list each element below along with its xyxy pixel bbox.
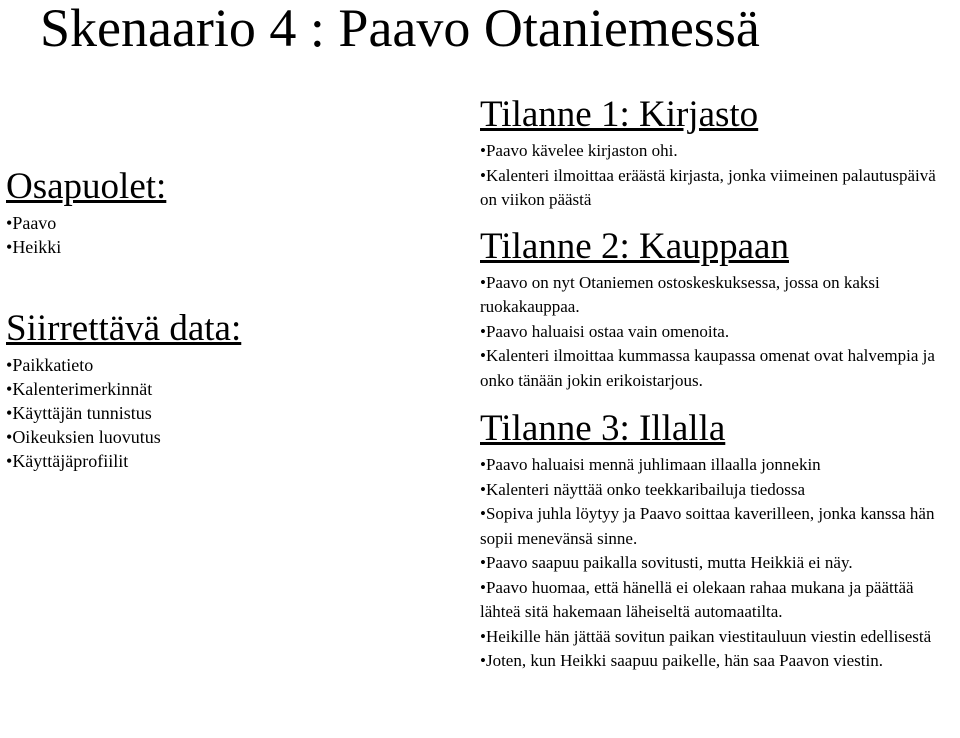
list-item	[480, 271, 950, 320]
list-item-text: Paavo huomaa, että hänellä ei olekaan rahaa mukana ja päättää lähteä sitä hakemaan läheiseltä automaatilta.	[480, 577, 914, 621]
right-column	[480, 93, 950, 674]
list-item-text: Paavo haluaisi mennä juhlimaan illaalla jonnekin	[485, 455, 821, 474]
list-item	[480, 625, 950, 650]
list-item	[6, 377, 306, 401]
list-item-text: Oikeuksien luovutus	[12, 427, 161, 447]
list-item	[480, 478, 950, 503]
list-item	[6, 401, 306, 425]
list-item	[6, 235, 306, 259]
list-item	[480, 576, 950, 625]
list-item-text: Kalenteri näyttää onko teekkaribailuja tiedossa	[485, 479, 806, 499]
situation-3-list	[480, 453, 950, 674]
list-item	[480, 320, 950, 345]
list-item	[6, 211, 306, 235]
list-item-text: Joten, kun Heikki saapuu paikelle, hän saa Paavon viestin.	[485, 651, 883, 670]
list-item	[480, 649, 950, 674]
list-item	[6, 449, 306, 473]
list-item	[6, 425, 306, 449]
situation-1	[480, 93, 950, 213]
list-item	[480, 453, 950, 478]
list-item-text: Paavo kävelee kirjaston ohi.	[485, 141, 678, 160]
list-item-text: Heikki	[12, 237, 62, 257]
list-item-text: Paikkatieto	[12, 355, 94, 375]
slide-title: Skenaario 4 : Paavo Otaniemessä	[40, 0, 760, 58]
participants-list	[6, 211, 306, 259]
list-item	[480, 139, 950, 164]
list-item-text: Paavo	[12, 213, 57, 233]
list-item-text: Paavo saapuu paikalla sovitusti, mutta Heikkiä ei näy.	[485, 553, 853, 572]
list-item-text: Käyttäjäprofiilit	[12, 451, 129, 471]
data-heading: Siirrettävä data:	[6, 308, 242, 349]
list-item-text: Paavo on nyt Otaniemen ostoskeskuksessa, jossa on kaksi ruokakauppaa.	[480, 272, 880, 316]
list-item	[6, 353, 306, 377]
list-item-text: Kalenteri ilmoittaa eräästä kirjasta, jonka viimeinen palautuspäivä on viikon päästä	[480, 165, 936, 209]
situation-2	[480, 225, 950, 394]
situation-2-list	[480, 271, 950, 394]
situation-3-heading: Tilanne 3: Illalla	[480, 408, 726, 449]
participants-heading: Osapuolet:	[6, 166, 167, 207]
list-item-text: Heikille hän jättää sovitun paikan viestitauluun viestin edellisestä	[485, 626, 932, 646]
list-item	[480, 344, 950, 393]
list-item	[480, 502, 950, 551]
situation-2-heading: Tilanne 2: Kauppaan	[480, 225, 789, 267]
list-item-text: Kalenteri ilmoittaa kummassa kaupassa omenat ovat halvempia ja onko tänään jokin erikoistarjous.	[480, 346, 935, 390]
list-item-text: Käyttäjän tunnistus	[12, 403, 152, 423]
list-item-text: Sopiva juhla löytyy ja Paavo soittaa kaverilleen, jonka kanssa hän sopii menevänsä sinne.	[480, 504, 935, 548]
list-item-text: Kalenterimerkinnät	[12, 379, 153, 399]
list-item-text: Paavo haluaisi ostaa vain omenoita.	[485, 321, 730, 341]
left-column	[6, 165, 306, 473]
list-item	[480, 551, 950, 576]
list-item	[480, 164, 950, 213]
data-list	[6, 353, 306, 473]
situation-1-list	[480, 139, 950, 213]
situation-3	[480, 407, 950, 674]
situation-1-heading: Tilanne 1: Kirjasto	[480, 94, 759, 135]
